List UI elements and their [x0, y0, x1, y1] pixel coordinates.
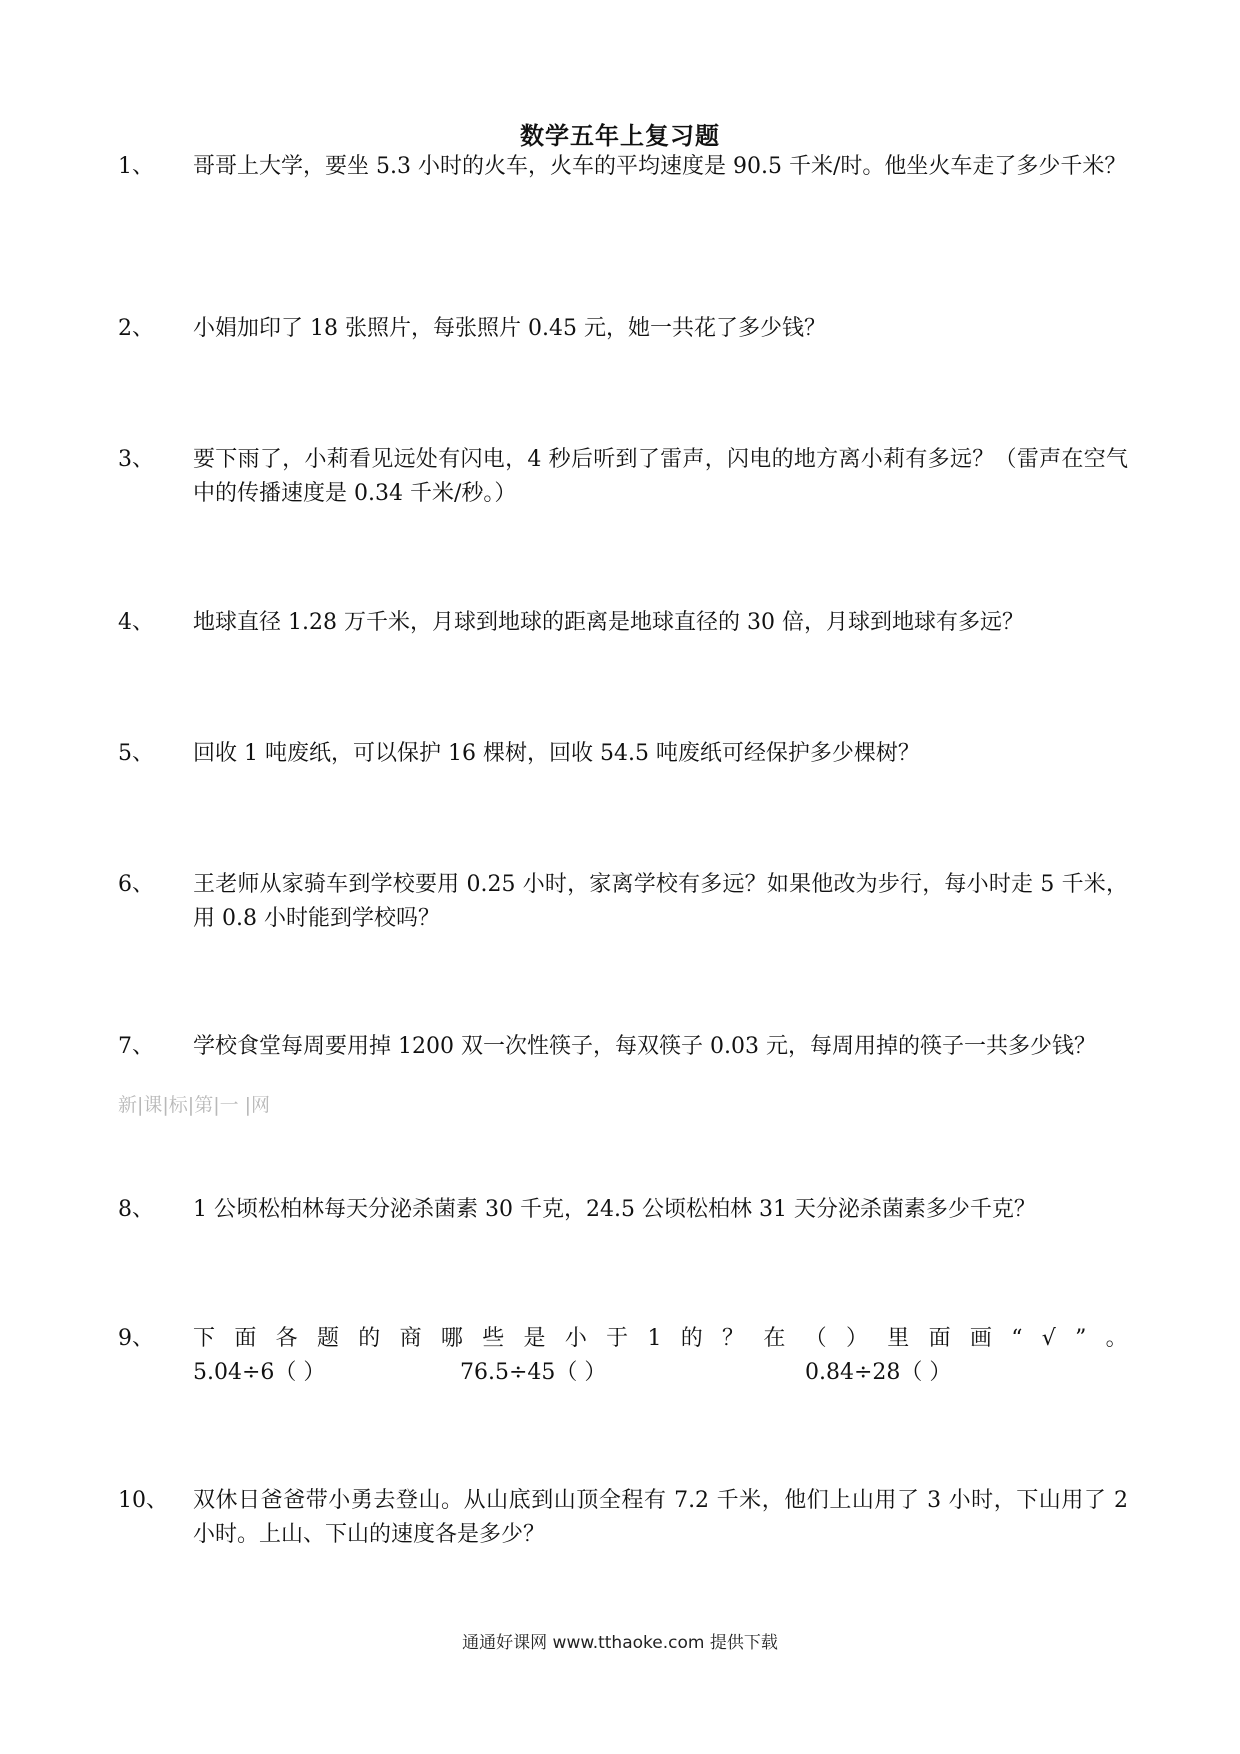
question-9-items [193, 1356, 1128, 1390]
question-number: 4、 [118, 610, 154, 635]
watermark-text: 新|课|标|第|一 |网 [118, 1094, 271, 1116]
question-text: 王老师从家骑车到学校要用 0.25 小时，家离学校有多远？如果他改为步行，每小时走 5 千米，用 0.8 小时能到学校吗？ [193, 872, 1128, 931]
question-text [193, 1322, 1128, 1390]
question-text: 回收 1 吨废纸，可以保护 16 棵树，回收 54.5 吨废纸可经保护多少棵树？ [193, 741, 920, 766]
question-number: 10、 [118, 1488, 168, 1513]
division-item-1: 5.04÷6（ ） [193, 1360, 326, 1385]
prompt-glyph: 商 [399, 1326, 422, 1351]
prompt-glyph: 画 [969, 1326, 992, 1351]
prompt-glyph: 些 [482, 1326, 505, 1351]
question-text: 小娟加印了 18 张照片，每张照片 0.45 元，她一共花了多少钱？ [193, 316, 826, 341]
prompt-glyph: 的 [358, 1326, 381, 1351]
prompt-glyph: 。 [1105, 1326, 1128, 1351]
question-number: 9、 [118, 1326, 154, 1351]
prompt-glyph: ？ [722, 1326, 745, 1351]
prompt-glyph: 是 [523, 1326, 546, 1351]
prompt-glyph: 于 [606, 1326, 629, 1351]
question-text: 学校食堂每周要用掉 1200 双一次性筷子，每双筷子 0.03 元，每周用掉的筷子一共多少钱？ [193, 1034, 1096, 1059]
question-number: 3、 [118, 447, 154, 472]
division-item-3: 0.84÷28（ ） [805, 1360, 952, 1385]
prompt-glyph: 的 [680, 1326, 703, 1351]
prompt-glyph: （ [804, 1326, 827, 1351]
prompt-glyph: 题 [316, 1326, 339, 1351]
prompt-glyph: 里 [887, 1326, 910, 1351]
question-text: 地球直径 1.28 万千米，月球到地球的距离是地球直径的 30 倍，月球到地球有多远？ [193, 610, 1024, 635]
question-number: 7、 [118, 1034, 154, 1059]
division-item-2: 76.5÷45（ ） [460, 1360, 607, 1385]
question-9-prompt [193, 1322, 1128, 1356]
question-text: 1 公顷松柏林每天分泌杀菌素 30 千克，24.5 公顷松柏林 31 天分泌杀菌素多少千克？ [193, 1197, 1036, 1222]
prompt-glyph: √ [1041, 1326, 1056, 1351]
prompt-glyph: 1 [647, 1326, 662, 1351]
question-number: 1、 [118, 154, 154, 179]
question-text: 双休日爸爸带小勇去登山。从山底到山顶全程有 7.2 千米，他们上山用了 3 小时，下山用了 2 小时。上山、下山的速度各是多少？ [193, 1488, 1128, 1547]
question-text: 哥哥上大学，要坐 5.3 小时的火车，火车的平均速度是 90.5 千米/时。他坐火车走了多少千米？ [193, 154, 1127, 179]
prompt-glyph: 面 [234, 1326, 257, 1351]
question-number: 2、 [118, 316, 154, 341]
question-text: 要下雨了，小莉看见远处有闪电，4 秒后听到了雷声，闪电的地方离小莉有多远？（雷声在空气中的传播速度是 0.34 千米/秒。） [193, 447, 1128, 506]
question-number: 8、 [118, 1197, 154, 1222]
prompt-glyph: 各 [275, 1326, 298, 1351]
prompt-glyph: 小 [564, 1326, 587, 1351]
prompt-glyph: 面 [928, 1326, 951, 1351]
prompt-glyph: “ [1011, 1326, 1023, 1351]
page-title: 数学五年上复习题 [520, 121, 720, 150]
question-number: 6、 [118, 872, 154, 897]
footer-credit: 通通好课网 www.tthaoke.com 提供下载 [462, 1633, 778, 1653]
prompt-glyph: 下 [193, 1326, 216, 1351]
question-number: 5、 [118, 741, 154, 766]
prompt-glyph: ” [1075, 1326, 1087, 1351]
prompt-glyph: ） [845, 1326, 868, 1351]
prompt-glyph: 哪 [440, 1326, 463, 1351]
prompt-glyph: 在 [763, 1326, 786, 1351]
